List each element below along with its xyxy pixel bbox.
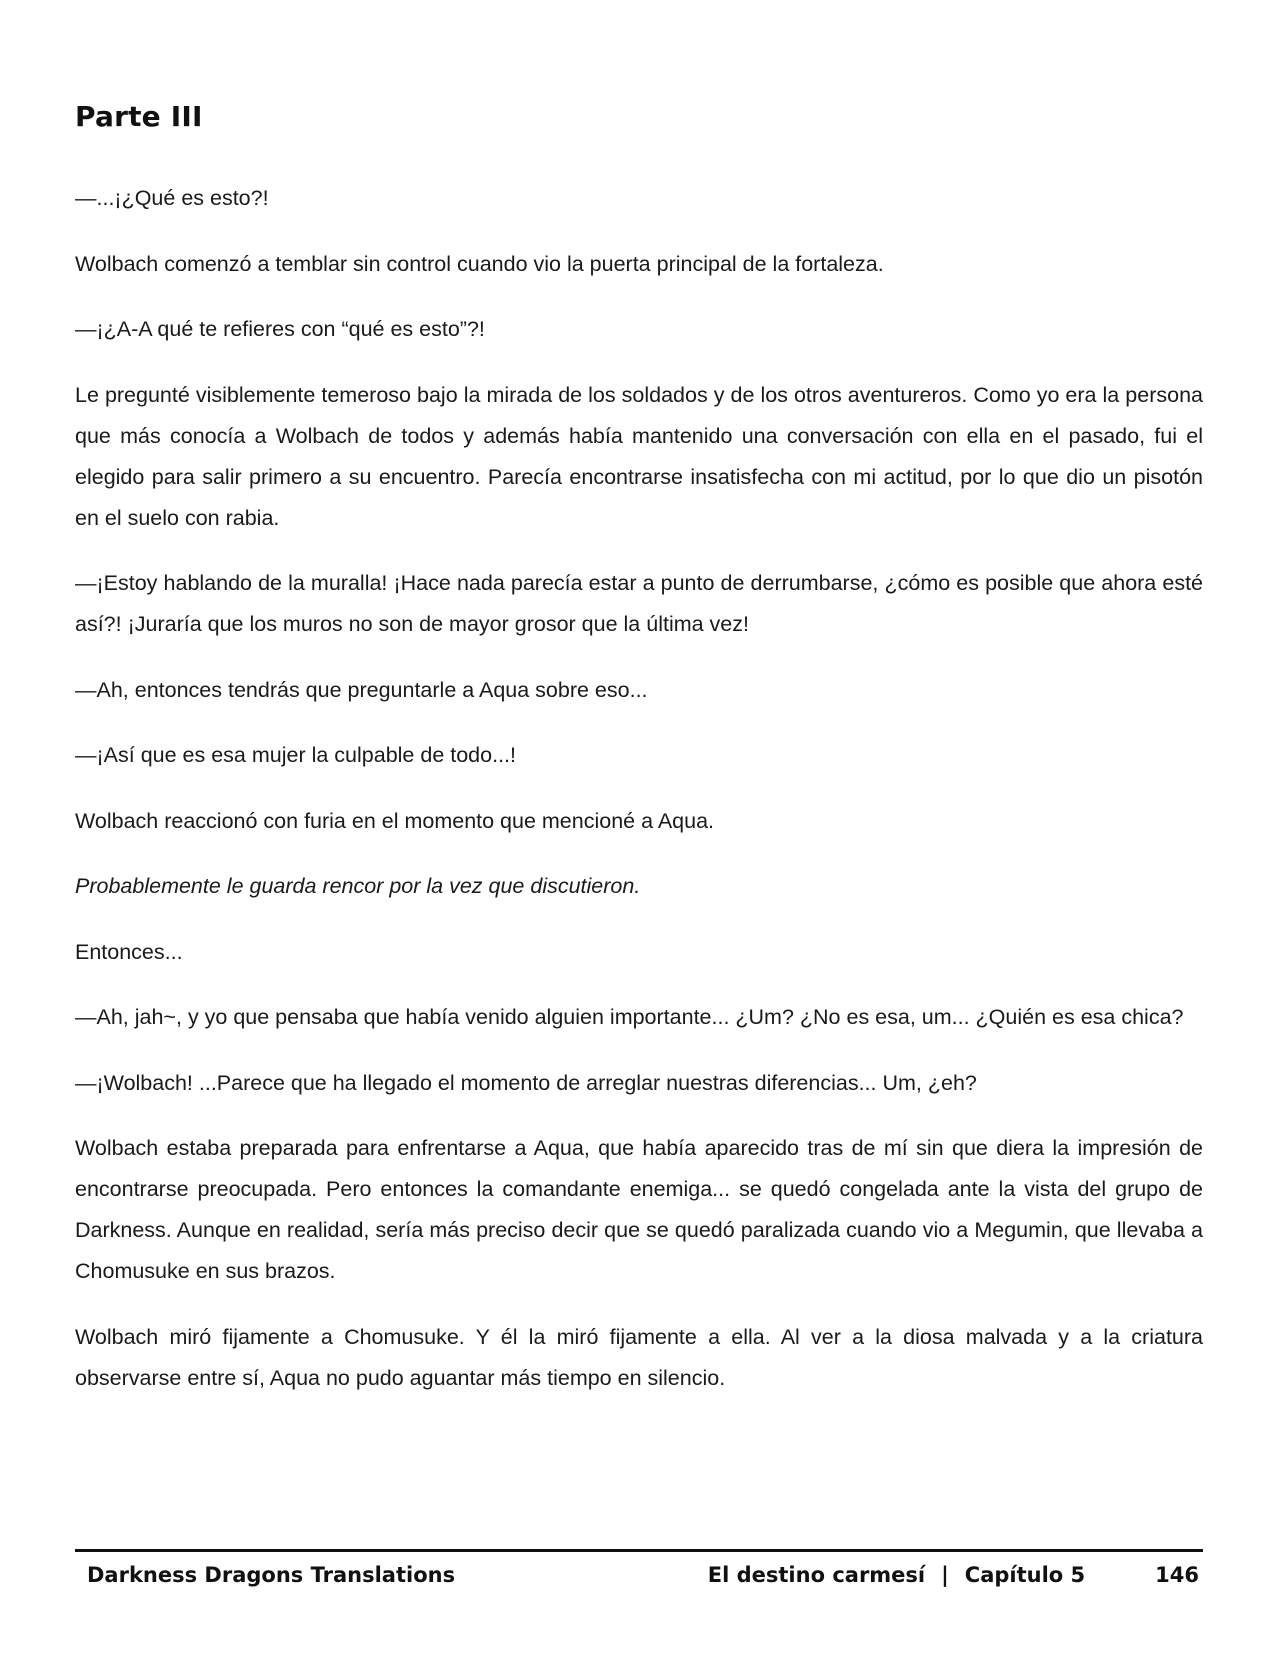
paragraph: Wolbach estaba preparada para enfrentarse a Aqua, que había aparecido tras de mí sin que diera la impresión de encontrarse preocupada. Pero entonces la comandante enemiga... se quedó congelada ante la vista del grupo de Darkness. Aunque en realidad, sería más preciso decir que se quedó paralizada cuando vio a Megumin, que llevaba a Chomusuke en sus brazos. xyxy=(75,1136,1203,1283)
section-heading: Parte III xyxy=(75,100,203,133)
body-text xyxy=(75,178,1203,1423)
footer-divider xyxy=(75,1549,1203,1552)
paragraph: Entonces... xyxy=(75,939,183,964)
paragraph: —Ah, entonces tendrás que preguntarle a Aqua sobre eso... xyxy=(75,677,648,702)
paragraph: Wolbach reaccionó con furia en el momento que mencioné a Aqua. xyxy=(75,808,715,833)
footer-chapter: Capítulo 5 xyxy=(964,1563,1086,1587)
paragraph: —¡¿A-A qué te refieres con “qué es esto”?! xyxy=(75,317,485,341)
paragraph: Wolbach miró fijamente a Chomusuke. Y él la miró fijamente a ella. Al ver a la diosa malvada y a la criatura observarse entre sí, Aqua no pudo aguantar más tiempo en silencio. xyxy=(75,1324,1203,1390)
paragraph: —Ah, jah~, y yo que pensaba que había venido alguien importante... ¿Um? ¿No es esa, um... ¿Quién es esa chica? xyxy=(75,1005,1184,1029)
paragraph: Wolbach comenzó a temblar sin control cuando vio la puerta principal de la fortaleza. xyxy=(75,251,884,276)
footer-separator: | xyxy=(941,1563,949,1587)
paragraph: —¡Así que es esa mujer la culpable de todo...! xyxy=(75,743,516,767)
footer-book-title: El destino carmesí xyxy=(707,1563,926,1587)
paragraph: Le pregunté visiblemente temeroso bajo la mirada de los soldados y de los otros aventureros. Como yo era la persona que más conocía a Wolbach de todos y además había mantenido una conversación con ella en el pasado, fui el elegido para salir primero a su encuentro. Parecía encontrarse insatisfecha con mi actitud, por lo que dio un pisotón en el suelo con rabia. xyxy=(75,382,1203,530)
footer-right-group xyxy=(708,1563,1199,1587)
paragraph: —...¡¿Qué es esto?! xyxy=(75,186,269,210)
paragraph: —¡Estoy hablando de la muralla! ¡Hace nada parecía estar a punto de derrumbarse, ¿cómo es posible que ahora esté así?! ¡Juraría que los muros no son de mayor grosor que la última vez! xyxy=(75,571,1203,636)
page-footer xyxy=(87,1563,1199,1595)
footer-page-number: 146 xyxy=(1155,1563,1199,1587)
paragraph: Probablemente le guarda rencor por la vez que discutieron. xyxy=(75,874,641,898)
footer-translator: Darkness Dragons Translations xyxy=(87,1563,456,1587)
paragraph: —¡Wolbach! ...Parece que ha llegado el momento de arreglar nuestras diferencias... Um, ¿eh? xyxy=(75,1070,977,1095)
